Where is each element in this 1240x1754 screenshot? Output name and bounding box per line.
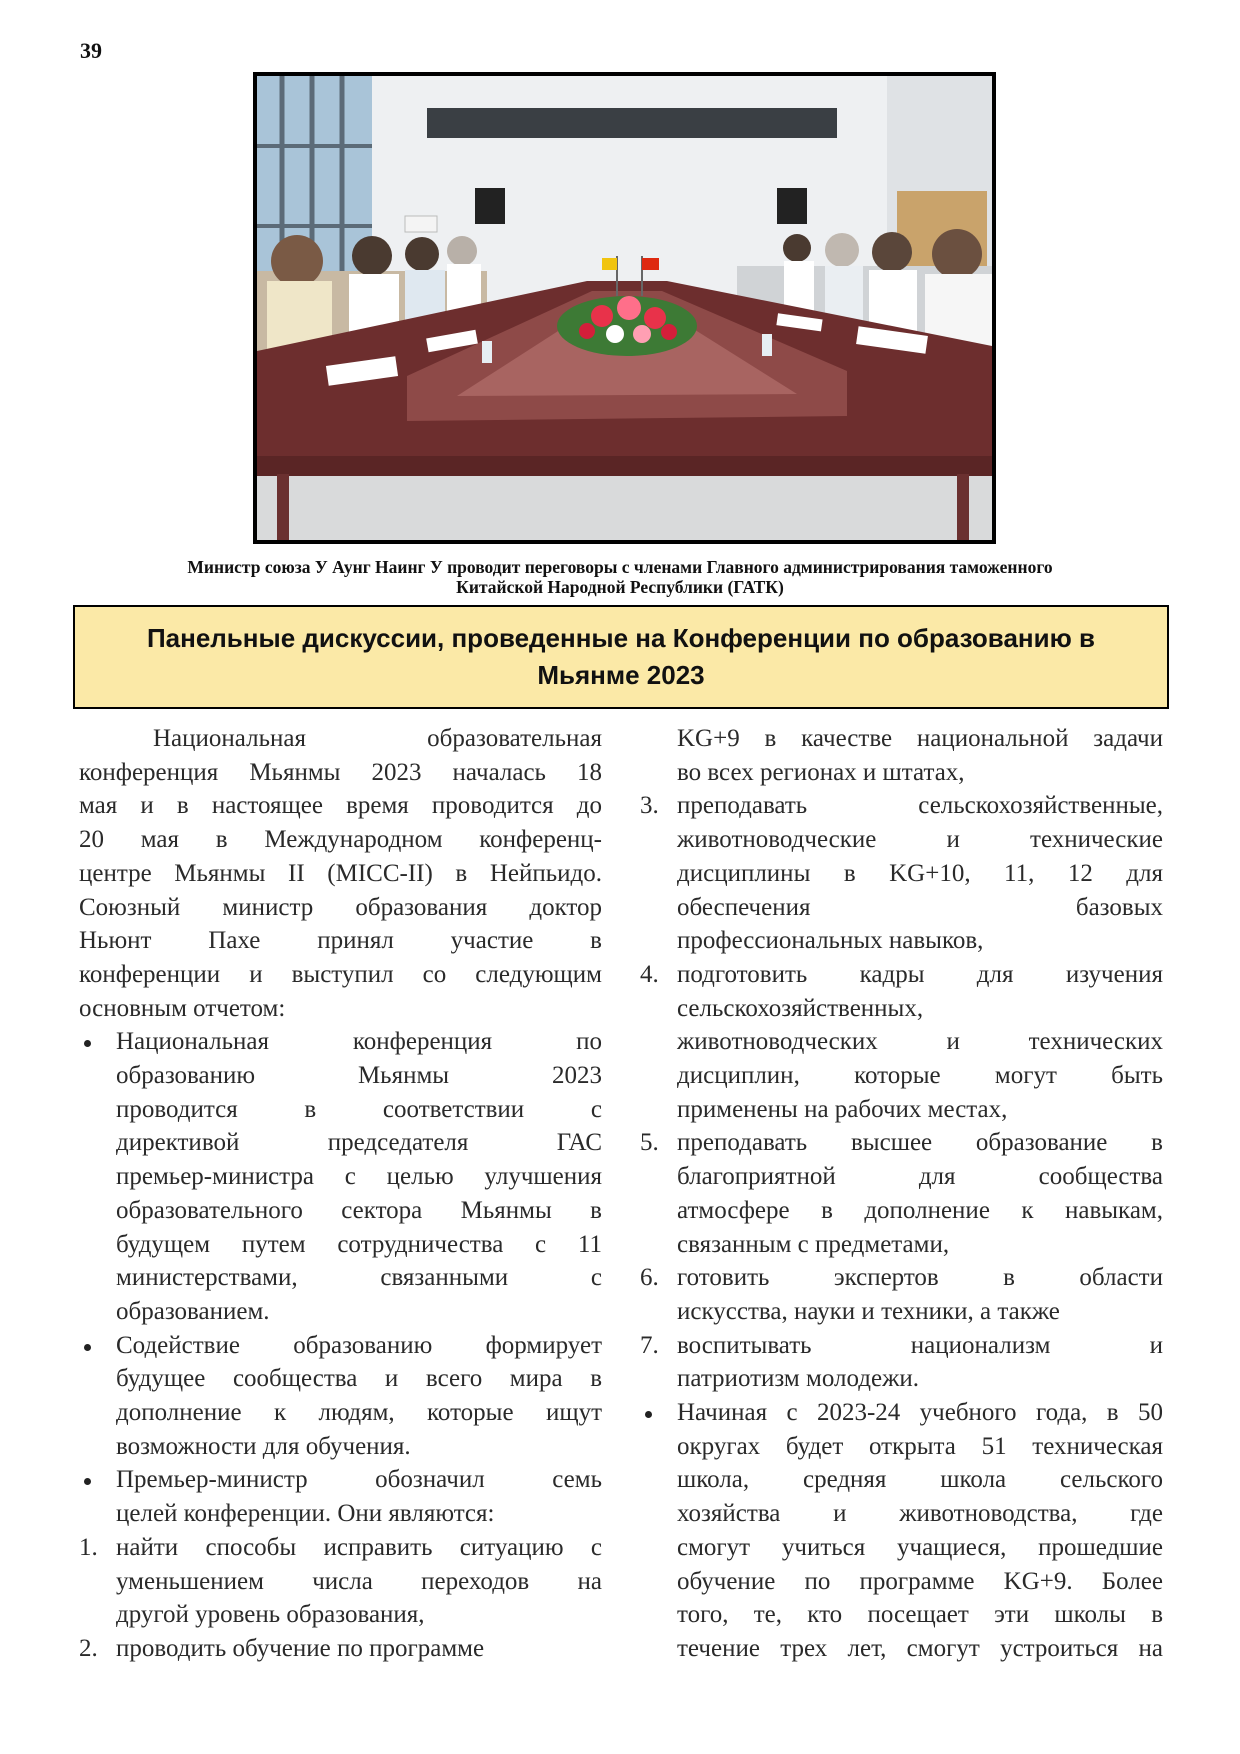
text-line: Содействие образованию формирует: [116, 1331, 602, 1359]
numbered-item: [79, 1632, 602, 1666]
text-line: премьер-министра с целью улучшения: [116, 1163, 602, 1191]
item-text: [677, 1126, 1163, 1261]
text-line: Национальная конференция по: [116, 1028, 602, 1056]
item-text: [677, 1261, 1163, 1328]
bullet-item: [79, 1329, 602, 1464]
meeting-photo: [253, 72, 996, 544]
continuation-paragraph: [640, 722, 1163, 789]
text-line: того, те, кто посещает эти школы в: [677, 1601, 1163, 1629]
text-line: хозяйства и животноводства, где: [677, 1500, 1163, 1528]
meeting-room-illustration: [257, 76, 992, 540]
text-line: атмосфере в дополнение к навыкам,: [677, 1196, 1163, 1224]
text-line: округах будет открыта 51 техническая: [677, 1432, 1163, 1460]
text-line: школа, средняя школа сельского: [677, 1466, 1163, 1494]
text-line: патриотизм молодежи.: [677, 1365, 919, 1393]
list-number: 2.: [79, 1634, 98, 1662]
text-line: дисциплин, которые могут быть: [677, 1062, 1163, 1090]
wall-banner: [427, 108, 837, 138]
text-line: искусства, науки и техники, а также: [677, 1297, 1060, 1325]
text-line: применены на рабочих местах,: [677, 1095, 1008, 1123]
text-line: будущее сообщества и всего мира в: [116, 1365, 602, 1393]
text-line: обеспечения базовых: [677, 893, 1163, 921]
list-number: 7.: [640, 1331, 659, 1359]
text-line: благоприятной для сообщества: [677, 1163, 1163, 1191]
speaker-left: [475, 188, 505, 224]
section-title-line-1: Панельные дискуссии, проведенные на Конференции по образованию в: [146, 623, 1096, 653]
bullet-icon: [84, 1344, 91, 1351]
numbered-item: [640, 1329, 1163, 1396]
text-line: найти способы исправить ситуацию с: [116, 1533, 602, 1561]
text-line: Национальная образовательная: [153, 725, 602, 752]
text-line: будущем путем сотрудничества с 11: [116, 1230, 602, 1258]
flower-centerpiece: [557, 296, 697, 356]
numbered-item: [79, 1531, 602, 1632]
bullet-icon: [645, 1411, 652, 1418]
bullet-item: [640, 1396, 1163, 1666]
bullet-item: [79, 1025, 602, 1328]
text-line: животноводческие и технические: [677, 826, 1163, 854]
text-line: 20 мая в Международном конференц-: [79, 826, 602, 854]
text-line: другой уровень образования,: [116, 1601, 425, 1629]
text-line: основным отчетом:: [79, 994, 286, 1022]
text-line: преподавать высшее образование в: [677, 1129, 1163, 1157]
numbered-item: [640, 958, 1163, 1127]
text-line: животноводческих и технических: [677, 1028, 1163, 1056]
text-line: профессиональных навыков,: [677, 927, 984, 955]
text-line: конференция Мьянмы 2023 началась 18: [79, 758, 602, 786]
left-numbered-list: [79, 1531, 602, 1666]
item-text: [116, 1329, 602, 1464]
item-text: [677, 1396, 1163, 1666]
text-line: образованию Мьянмы 2023: [116, 1062, 602, 1090]
text-line: сельскохозяйственных,: [677, 994, 924, 1022]
list-number: 1.: [79, 1533, 98, 1561]
text-line: во всех регионах и штатах,: [677, 758, 965, 786]
right-numbered-list: [640, 789, 1163, 1396]
left-column: [79, 722, 602, 1666]
text-line: мая и в настоящее время проводится до: [79, 792, 602, 820]
page-number: 39: [80, 38, 102, 63]
text-line: директивой председателя ГАС: [116, 1129, 602, 1157]
list-number: 5.: [640, 1129, 659, 1157]
text-line: дисциплины в KG+10, 11, 12 для: [677, 859, 1163, 887]
text-line: проводится в соответствии с: [116, 1095, 602, 1123]
text-line: уменьшением числа переходов на: [116, 1567, 602, 1595]
text-line: KG+9 в качестве национальной задачи: [677, 725, 1163, 752]
text-line: подготовить кадры для изучения: [677, 960, 1163, 988]
right-column: [640, 722, 1163, 1666]
text-line: Начиная с 2023-24 учебного года, в 50: [677, 1399, 1163, 1427]
item-text: [116, 1463, 602, 1530]
text-line: Ньюнт Пахе принял участие в: [79, 927, 602, 955]
text-line: преподавать сельскохозяйственные,: [677, 792, 1163, 820]
section-title-line-2: Мьянме 2023: [537, 660, 705, 690]
intro-paragraph: [79, 722, 602, 1025]
text-line: целей конференции. Они являются:: [116, 1500, 495, 1528]
item-text: [677, 789, 1163, 958]
text-line: дополнение к людям, которые ищут: [116, 1399, 602, 1427]
list-number: 6.: [640, 1264, 659, 1292]
section-title-banner: [73, 605, 1169, 709]
numbered-item: [640, 789, 1163, 958]
list-number: 4.: [640, 960, 659, 988]
bullet-item: [79, 1463, 602, 1530]
item-text: [116, 1632, 602, 1666]
item-text: [116, 1531, 602, 1632]
photo-caption: [80, 557, 1160, 597]
text-line: обучение по программе KG+9. Более: [677, 1567, 1163, 1595]
list-number: 3.: [640, 792, 659, 820]
text-line: воспитывать национализм и: [677, 1331, 1163, 1359]
text-line: Премьер-министр обозначил семь: [116, 1466, 602, 1494]
bullet-icon: [84, 1478, 91, 1485]
text-line: министерствами, связанными с: [116, 1264, 602, 1292]
text-line: Союзный министр образования доктор: [79, 893, 602, 921]
item-text: [116, 1025, 602, 1328]
text-line: смогут учиться учащиеся, прошедшие: [677, 1533, 1163, 1561]
numbered-item: [640, 1126, 1163, 1261]
text-line: образовательного сектора Мьянмы в: [116, 1196, 602, 1224]
left-bullet-list: [79, 1025, 602, 1531]
right-bullet-list: [640, 1396, 1163, 1666]
bullet-icon: [84, 1040, 91, 1047]
text-line: возможности для обучения.: [116, 1432, 411, 1460]
caption-line-2: Китайской Народной Республики (ГАТК): [456, 577, 784, 597]
item-text: [677, 1329, 1163, 1396]
text-line: центре Мьянмы II (MICC-II) в Нейпьидо.: [79, 859, 602, 887]
text-line: готовить экспертов в области: [677, 1264, 1163, 1292]
text-line: проводить обучение по программе: [116, 1634, 485, 1662]
text-line: течение трех лет, смогут устроиться на: [677, 1634, 1163, 1662]
speaker-right: [777, 188, 807, 224]
text-line: связанным с предметами,: [677, 1230, 950, 1258]
item-text: [677, 958, 1163, 1127]
numbered-item: [640, 1261, 1163, 1328]
text-line: образованием.: [116, 1297, 270, 1325]
text-line: конференции и выступил со следующим: [79, 960, 602, 988]
caption-line-1: Министр союза У Аунг Наинг У проводит переговоры с членами Главного администрирования таможенного: [187, 557, 1053, 577]
